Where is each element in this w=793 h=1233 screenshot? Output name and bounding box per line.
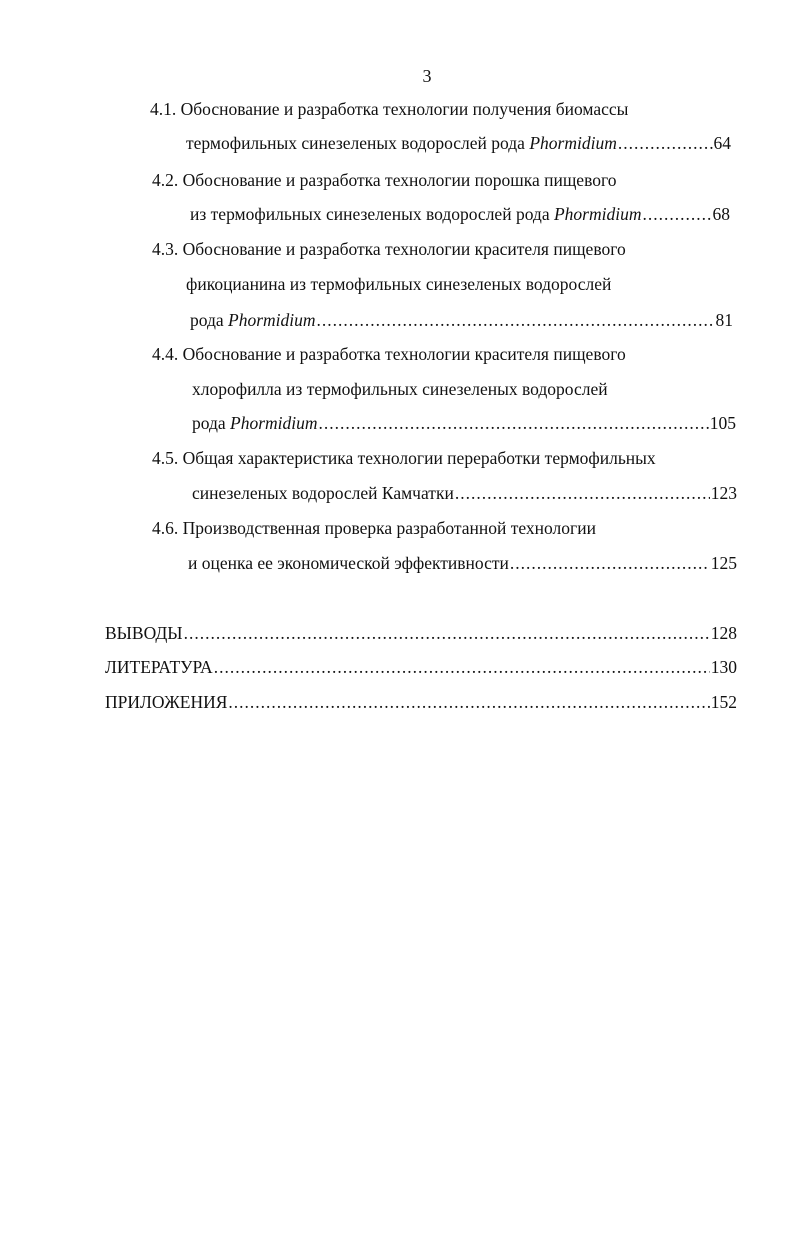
toc-entry-4-3-line-2: фикоцианина из термофильных синезеленых водорослей <box>186 274 612 294</box>
dot-leader <box>455 481 710 505</box>
toc-entry-appendices <box>105 690 737 714</box>
toc-entry-4-4-line-1: 4.4. Обоснование и разработка технологии красителя пищевого <box>152 344 626 364</box>
toc-entry-4-5-line-2 <box>192 481 737 505</box>
toc-entry-4-5-line-1: 4.5. Общая характеристика технологии переработки термофильных <box>152 448 656 468</box>
toc-entry-4-6-page: 125 <box>710 553 737 573</box>
toc-entry-conclusions-page: 128 <box>710 623 737 643</box>
dot-leader <box>184 621 710 645</box>
dot-leader <box>319 411 709 435</box>
toc-entry-4-1-line-2 <box>186 131 731 155</box>
dot-leader <box>214 655 710 679</box>
toc-entry-4-4-title: рода Phormidium <box>192 413 318 433</box>
toc-entry-4-1-page: 64 <box>713 133 731 153</box>
toc-entry-4-1-title: термофильных синезеленых водорослей рода Phormidium <box>186 133 617 153</box>
toc-entry-appendices-title: ПРИЛОЖЕНИЯ <box>105 692 228 712</box>
toc-entry-4-4-page: 105 <box>709 413 736 433</box>
toc-entry-conclusions-title: ВЫВОДЫ <box>105 623 183 643</box>
toc-entry-appendices-page: 152 <box>710 692 737 712</box>
toc-entry-4-4-line-3 <box>192 411 736 435</box>
toc-entry-4-2-line-1: 4.2. Обоснование и разработка технологии порошка пищевого <box>152 170 617 190</box>
toc-entry-4-3-page: 81 <box>715 310 733 330</box>
toc-entry-literature <box>105 655 737 679</box>
dot-leader <box>317 308 715 332</box>
toc-entry-4-1-line-1: 4.1. Обоснование и разработка технологии получения биомассы <box>150 99 629 119</box>
toc-entry-4-3-line-3 <box>190 308 733 332</box>
toc-entry-4-4-line-2: хлорофилла из термофильных синезеленых водорослей <box>192 379 608 399</box>
dot-leader <box>228 690 709 714</box>
toc-entry-4-6-title: и оценка ее экономической эффективности <box>188 553 509 573</box>
toc-entry-conclusions <box>105 621 737 645</box>
toc-entry-4-6-line-1: 4.6. Производственная проверка разработанной технологии <box>152 518 596 538</box>
toc-entry-literature-title: ЛИТЕРАТУРА <box>105 657 213 677</box>
toc-entry-4-6-line-2 <box>188 551 737 575</box>
toc-entry-4-5-title: синезеленых водорослей Камчатки <box>192 483 454 503</box>
page-number: 3 <box>422 66 432 86</box>
toc-entry-4-3-title: рода Phormidium <box>190 310 316 330</box>
toc-entry-4-5-page: 123 <box>710 483 737 503</box>
dot-leader <box>510 551 710 575</box>
dot-leader <box>618 131 713 155</box>
toc-entry-4-2-page: 68 <box>712 204 730 224</box>
toc-entry-literature-page: 130 <box>710 657 737 677</box>
toc-entry-4-3-line-1: 4.3. Обоснование и разработка технологии красителя пищевого <box>152 239 626 259</box>
toc-entry-4-2-line-2 <box>190 202 730 226</box>
toc-entry-4-2-title: из термофильных синезеленых водорослей рода Phormidium <box>190 204 642 224</box>
dot-leader <box>642 202 711 226</box>
